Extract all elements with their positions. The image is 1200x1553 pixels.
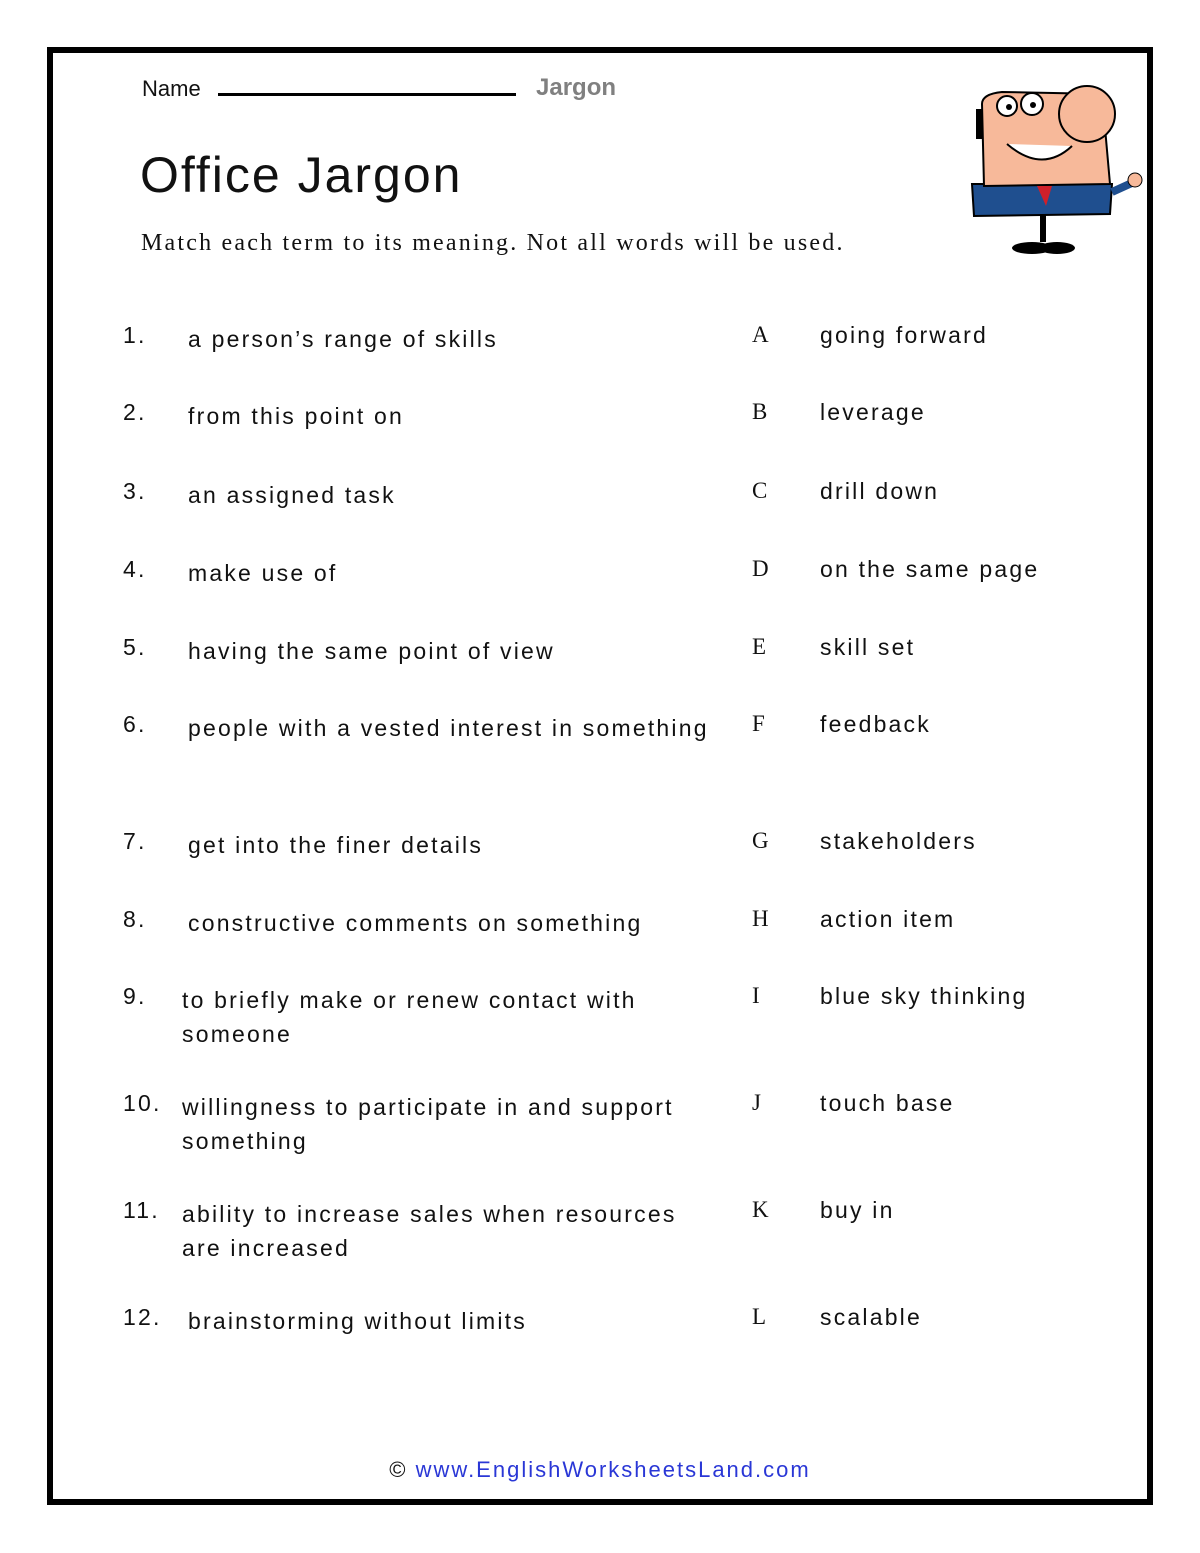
- answer-term: leverage: [820, 399, 926, 425]
- copyright-symbol: ©: [389, 1457, 408, 1482]
- answer-letter: D: [752, 556, 771, 581]
- answer-term: drill down: [820, 478, 940, 504]
- term-meaning: constructive comments on something: [188, 910, 643, 936]
- instructions: Match each term to its meaning. Not all words will be used.: [141, 230, 845, 256]
- answer-term: on the same page: [820, 556, 1040, 582]
- term-meaning: an assigned task: [188, 482, 396, 508]
- answer-letter: A: [752, 322, 771, 347]
- term-meaning: having the same point of view: [188, 638, 555, 664]
- page-title: Office Jargon: [140, 147, 463, 203]
- name-label: Name: [142, 76, 201, 101]
- answer-term: feedback: [820, 711, 931, 737]
- topic-label: Jargon: [536, 74, 617, 101]
- answer-letter: G: [752, 828, 771, 853]
- answer-letter: E: [752, 634, 769, 659]
- term-number: 4.: [123, 556, 147, 582]
- answer-term: touch base: [820, 1090, 955, 1116]
- answer-term: skill set: [820, 634, 916, 660]
- term-number: 5.: [123, 634, 147, 660]
- term-meaning: make use of: [188, 560, 338, 586]
- term-number: 9.: [123, 983, 147, 1009]
- answer-letter: B: [752, 399, 770, 424]
- businessman-mascot-icon: [962, 74, 1147, 259]
- answer-letter: K: [752, 1197, 771, 1222]
- answer-term: buy in: [820, 1197, 895, 1223]
- answer-letter: F: [752, 711, 767, 736]
- term-number: 2.: [123, 399, 147, 425]
- term-number: 6.: [123, 711, 147, 737]
- answer-term: blue sky thinking: [820, 983, 1028, 1009]
- term-number: 7.: [123, 828, 147, 854]
- term-meaning: people with a vested interest in something: [188, 715, 709, 741]
- footer: [0, 1457, 1200, 1483]
- answer-term: scalable: [820, 1304, 922, 1330]
- term-meaning: brainstorming without limits: [188, 1308, 527, 1334]
- term-number: 12.: [123, 1304, 162, 1330]
- website-link[interactable]: www.EnglishWorksheetsLand.com: [415, 1457, 811, 1482]
- term-number: 10.: [123, 1090, 162, 1116]
- answer-letter: L: [752, 1304, 769, 1329]
- page-border: [47, 47, 1153, 1505]
- name-input-line[interactable]: [218, 93, 516, 96]
- answer-letter: H: [752, 906, 771, 931]
- term-number: 1.: [123, 322, 147, 348]
- term-meaning: to briefly make or renew contact with someone: [182, 987, 637, 1047]
- term-meaning: a person’s range of skills: [188, 326, 498, 352]
- term-meaning: from this point on: [188, 403, 405, 429]
- term-number: 8.: [123, 906, 147, 932]
- term-meaning: willingness to participate in and support something: [182, 1094, 674, 1154]
- answer-term: going forward: [820, 322, 988, 348]
- term-meaning: get into the finer details: [188, 832, 484, 858]
- answer-letter: C: [752, 478, 770, 503]
- answer-term: stakeholders: [820, 828, 977, 854]
- term-number: 11.: [123, 1197, 160, 1223]
- answer-letter: J: [752, 1090, 764, 1115]
- term-number: 3.: [123, 478, 147, 504]
- term-meaning: ability to increase sales when resources are increased: [182, 1201, 677, 1261]
- answer-term: action item: [820, 906, 956, 932]
- answer-letter: I: [752, 983, 762, 1008]
